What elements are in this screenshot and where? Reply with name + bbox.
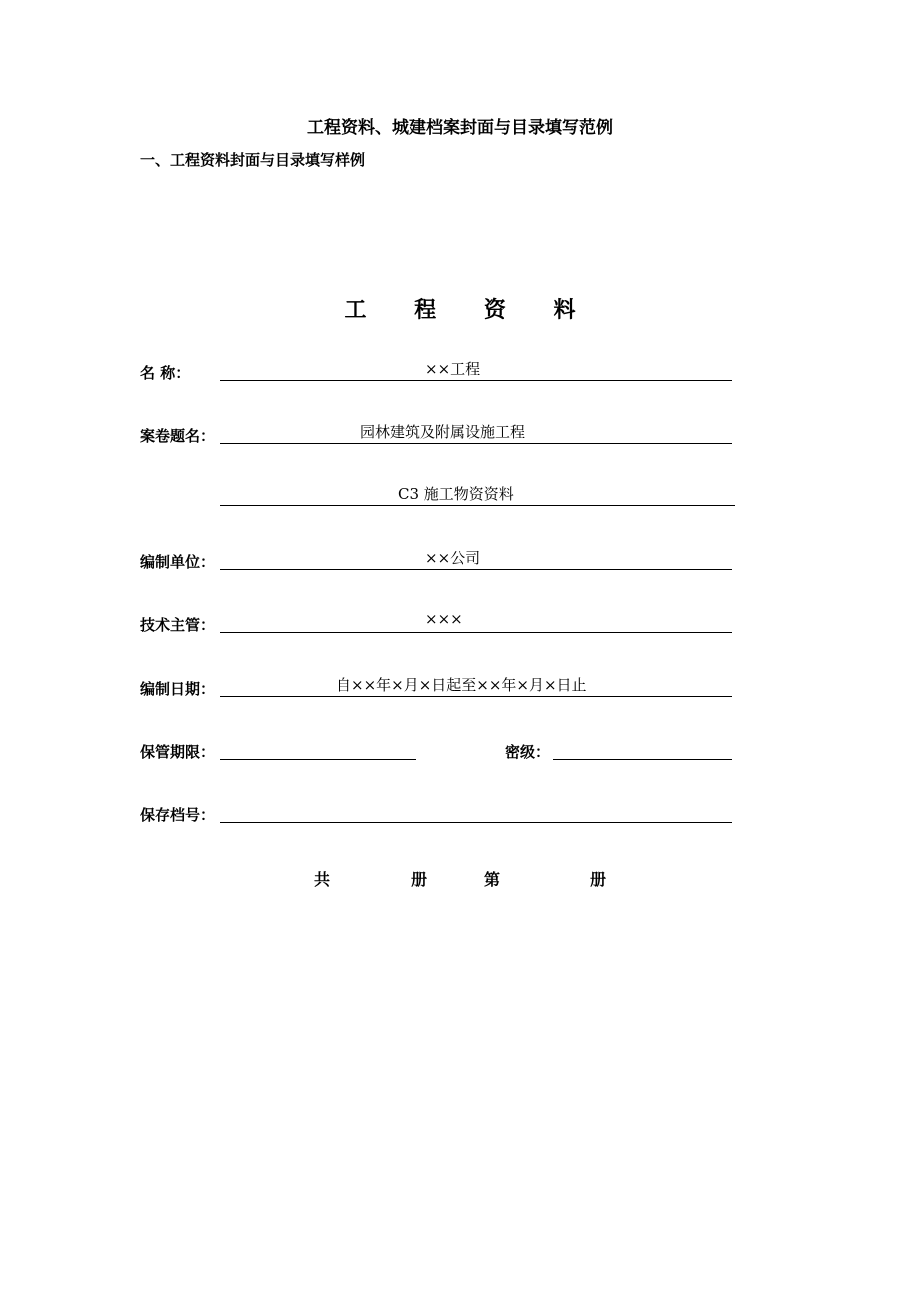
retention-field bbox=[220, 737, 416, 760]
secrecy-label: 密级： bbox=[505, 743, 551, 761]
tech-lead-field bbox=[220, 610, 732, 633]
date-value: 自××年×月×日起至××年×月×日止 bbox=[336, 676, 587, 694]
compiler-value: ××公司 bbox=[425, 549, 481, 567]
name-value: ××工程 bbox=[425, 360, 481, 378]
tech-lead-value: ××× bbox=[425, 610, 463, 628]
volume-title-field-2 bbox=[220, 483, 735, 506]
retention-label: 保管期限： bbox=[140, 743, 216, 761]
footer-total: 共 bbox=[314, 870, 331, 889]
volume-title-value-2: C3 施工物资资料 bbox=[398, 485, 514, 503]
archive-no-field bbox=[220, 800, 732, 823]
name-label: 名 称： bbox=[140, 364, 191, 382]
date-field bbox=[220, 674, 732, 697]
footer-volumes-2: 册 bbox=[590, 870, 607, 889]
page-title: 工程资料、城建档案封面与目录填写范例 bbox=[307, 118, 613, 138]
footer-volumes-1: 册 bbox=[411, 870, 428, 889]
secrecy-field bbox=[553, 737, 732, 760]
cover-title: 工 程 资 料 bbox=[344, 297, 596, 323]
name-field bbox=[220, 358, 732, 381]
archive-no-label: 保存档号： bbox=[140, 806, 216, 824]
volume-title-label: 案卷题名： bbox=[140, 427, 216, 445]
footer-nth: 第 bbox=[484, 870, 501, 889]
tech-lead-label: 技术主管： bbox=[140, 616, 216, 634]
volume-title-field bbox=[220, 421, 732, 444]
date-label: 编制日期： bbox=[140, 680, 216, 698]
compiler-label: 编制单位： bbox=[140, 553, 216, 571]
compiler-field bbox=[220, 547, 732, 570]
volume-title-value: 园林建筑及附属设施工程 bbox=[360, 423, 526, 441]
section-heading: 一、工程资料封面与目录填写样例 bbox=[140, 151, 366, 169]
